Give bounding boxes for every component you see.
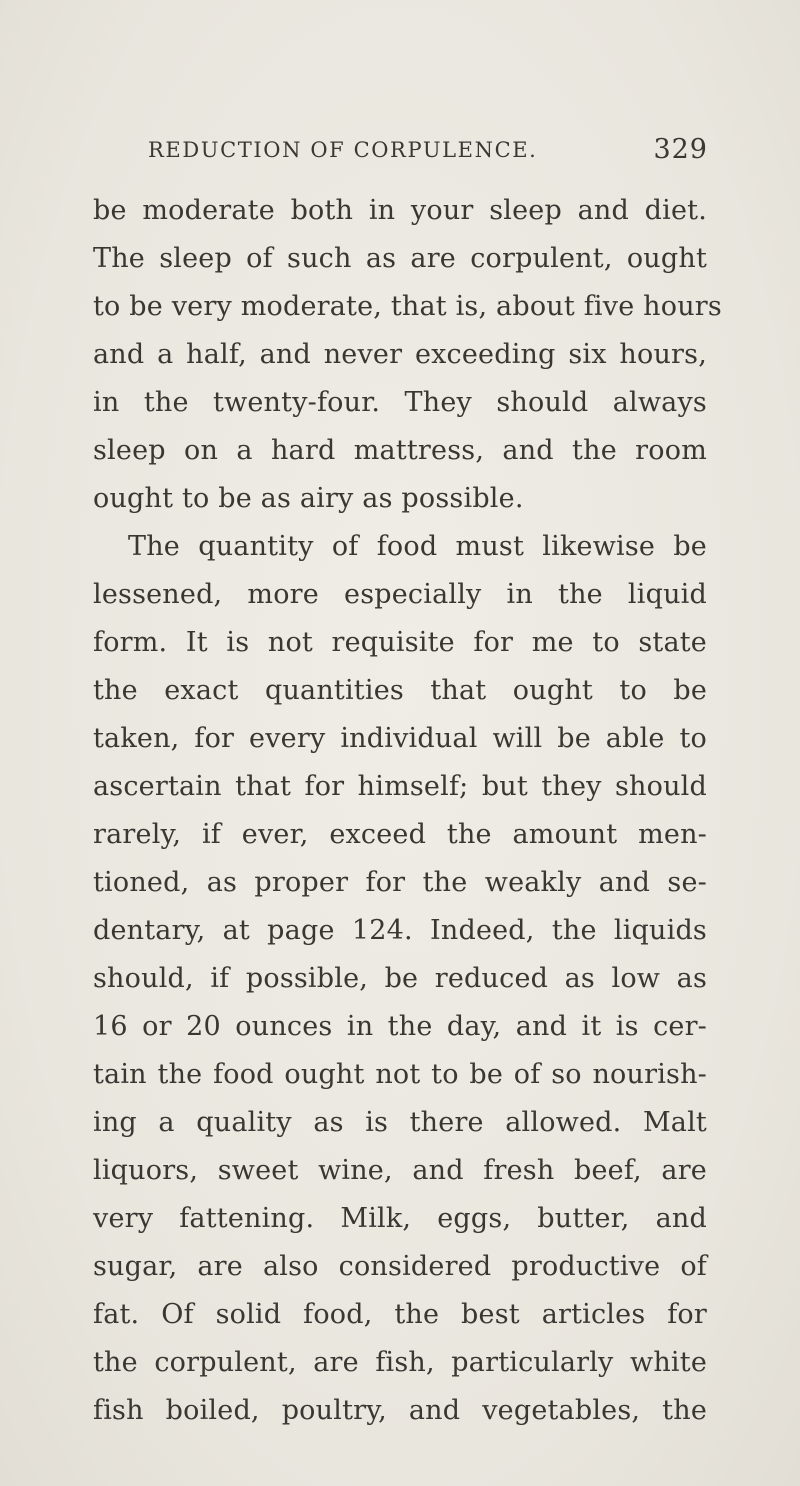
text-line: tain the food ought not to be of so nourish- <box>93 1059 707 1090</box>
text-line: to be very moderate, that is, about five hours <box>93 291 722 322</box>
text-line: sleep on a hard mattress, and the room <box>93 435 707 466</box>
text-line: in the twenty-four. They should always <box>93 387 707 418</box>
text-line: very fattening. Milk, eggs, butter, and <box>93 1203 707 1234</box>
text-line: rarely, if ever, exceed the amount men- <box>93 819 707 850</box>
text-line: The sleep of such as are corpulent, ought <box>93 243 707 274</box>
text-line: sugar, are also considered productive of <box>93 1251 707 1282</box>
text-line: be moderate both in your sleep and diet. <box>93 195 707 226</box>
text-line: dentary, at page 124. Indeed, the liquids <box>93 915 707 946</box>
text-line: ought to be as airy as possible. <box>93 483 524 514</box>
text-line: liquors, sweet wine, and fresh beef, are <box>93 1155 707 1186</box>
text-line: fish boiled, poultry, and vegetables, the <box>93 1395 707 1426</box>
text-line: 16 or 20 ounces in the day, and it is cer- <box>93 1011 707 1042</box>
page-number: 329 <box>653 134 708 165</box>
text-line: ascertain that for himself; but they should <box>93 771 707 802</box>
text-line: the exact quantities that ought to be <box>93 675 707 706</box>
text-line: The quantity of food must likewise be <box>128 531 707 562</box>
text-line: fat. Of solid food, the best articles for <box>93 1299 707 1330</box>
text-line: the corpulent, are fish, particularly white <box>93 1347 707 1378</box>
running-head-title: REDUCTION OF CORPULENCE. <box>148 138 538 162</box>
text-line: ing a quality as is there allowed. Malt <box>93 1107 707 1138</box>
text-line: tioned, as proper for the weakly and se- <box>93 867 707 898</box>
text-line: taken, for every individual will be able to <box>93 723 707 754</box>
text-line: should, if possible, be reduced as low as <box>93 963 707 994</box>
text-line: and a half, and never exceeding six hours, <box>93 339 707 370</box>
text-line: form. It is not requisite for me to state <box>93 627 707 658</box>
text-line: lessened, more especially in the liquid <box>93 579 707 610</box>
